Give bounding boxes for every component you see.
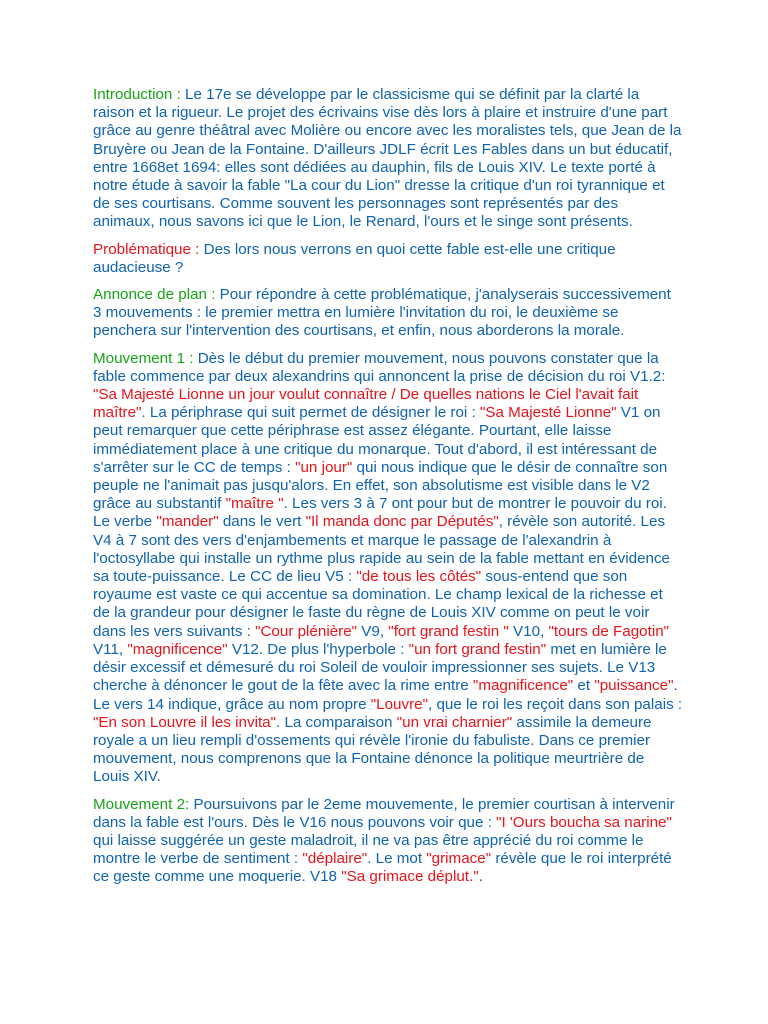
quotation: "Louvre" bbox=[370, 695, 428, 713]
body-text: V11, bbox=[93, 640, 128, 658]
body-text: dans le vert bbox=[218, 513, 306, 531]
body-text: . Les vers 3 à 7 ont pour but de montrer le pouvoir du roi. Le verbe bbox=[93, 495, 667, 531]
body-text: V1 on peut remarquer que cette périphrase est assez élégante. Pourtant, elle laisse immédiatement place à une critique du monarque. Tout d'abord, il est intéressant de s'arrêter sur le CC de temps : bbox=[93, 404, 661, 476]
body-text: met en lumière le désir excessif et démesuré du roi Soleil de vouloir impressionner ses sujets. Le V13 cherche à dénoncer le gout de la fête avec la rime entre bbox=[93, 640, 667, 695]
paragraph-introduction bbox=[93, 86, 683, 232]
paragraph-mouvement-2 bbox=[93, 796, 683, 887]
quotation: "grimace" bbox=[426, 850, 492, 868]
paragraph-annonce-de-plan bbox=[93, 286, 683, 341]
section-heading: Mouvement 1 : bbox=[93, 349, 194, 367]
document-page bbox=[93, 86, 683, 896]
paragraph-mouvement-1 bbox=[93, 350, 683, 787]
body-text: . Le vers 14 indique, grâce au nom propre bbox=[93, 677, 678, 713]
body-text: . bbox=[478, 868, 483, 886]
body-text: , révèle son autorité. Les V4 à 7 sont des vers d'enjambements et marque le passage de l'alexandrin à l'octosyllabe qui installe un rythme plus rapide au sein de la fable mettant en évidence sa toute-puissance. Le CC de lieu V5 : bbox=[93, 513, 670, 586]
section-heading: Mouvement 2: bbox=[93, 795, 190, 813]
body-text: assimile la demeure royale a un lieu rempli d'ossements qui révèle l'ironie du fabuliste. Dans ce premier mouvement, nous comprenons que la Fontaine dénonce la politique meurtrière de Louis XIV. bbox=[93, 713, 652, 786]
quotation: "Sa Majesté Lionne un jour voulut connaître / De quelles nations le Ciel l'avait fait maître" bbox=[93, 386, 639, 422]
body-text: qui nous indique que le désir de connaître son peuple ne l'animait pas jusqu'alors. En effet, son absolutisme est visible dans le V2 grâce au substantif bbox=[93, 458, 668, 513]
quotation: "Il manda donc par Députés" bbox=[305, 513, 499, 531]
quotation: "magnificence" bbox=[472, 677, 574, 695]
quotation: "un fort grand festin" bbox=[408, 640, 547, 658]
body-text: . La comparaison bbox=[276, 713, 397, 731]
body-text: Le 17e se développe par le classicisme qui se définit par la clarté la raison et la rigueur. Le projet des écrivains vise dès lors à plaire et instruire d'une part grâce au genre théâtral avec Molière ou encore avec les moralistes tels, que Jean de la Bruyère ou Jean de la Fontaine. D'ailleurs JDLF écrit Les Fables dans un but éducatif, entre 1668et 1694: elles sont dédiées au dauphin, fils de Louis XIV. Le texte porté à notre étude à savoir la fable "La cour du Lion" dresse la critique d'un roi tyrannique et de ses courtisans. Comme souvent les personnages sont représentés par des animaux, nous savons ici que le Lion, le Renard, l'ours et le singe sont présents. bbox=[93, 86, 682, 231]
body-text: Des lors nous verrons en quoi cette fable est-elle une critique audacieuse ? bbox=[93, 240, 616, 276]
quotation: "mander" bbox=[156, 513, 219, 531]
quotation: "magnificence" bbox=[127, 640, 228, 658]
quotation: "En son Louvre il les invita" bbox=[93, 713, 276, 731]
quotation: "un jour" bbox=[295, 458, 353, 476]
body-text: Poursuivons par le 2eme mouvemente, le premier courtisan à intervenir dans la fable est l'ours. Dès le V16 nous pouvons voir que : bbox=[93, 795, 675, 831]
paragraph-problematique bbox=[93, 241, 683, 277]
body-text: . La périphrase qui suit permet de désigner le roi : bbox=[141, 404, 480, 422]
quotation: "fort grand festin " bbox=[388, 622, 509, 640]
quotation: "Sa Majesté Lionne" bbox=[479, 404, 617, 422]
quotation: "déplaire" bbox=[302, 850, 368, 868]
body-text: révèle que le roi interprété ce geste comme une moquerie. V18 bbox=[93, 850, 672, 886]
section-heading: Introduction : bbox=[93, 86, 181, 103]
body-text: et bbox=[573, 677, 595, 695]
body-text: . Le mot bbox=[367, 850, 427, 868]
section-heading: Annonce de plan : bbox=[93, 286, 216, 304]
body-text: , que le roi les reçoit dans son palais : bbox=[428, 695, 683, 713]
quotation: "tours de Fagotin" bbox=[548, 622, 670, 640]
body-text: sous-entend que son royaume est vaste ce qui accentue sa domination. Le champ lexical de la richesse et de la grandeur pour désigner le faste du règne de Louis XIV comme on peut le voir dans les vers suivants : bbox=[93, 568, 663, 640]
quotation: "Sa grimace déplut." bbox=[341, 868, 479, 886]
body-text: qui laisse suggérée un geste maladroit, il ne va pas être apprécié du roi comme le montre le verbe de sentiment : bbox=[93, 831, 644, 868]
quotation: "puissance" bbox=[594, 677, 674, 695]
body-text: Dès le début du premier mouvement, nous pouvons constater que la fable commence par deux alexandrins qui annoncent la prise de décision du roi V1.2: bbox=[93, 349, 666, 385]
body-text: V9, bbox=[357, 622, 389, 640]
quotation: "un vrai charnier" bbox=[396, 713, 513, 731]
quotation: "maître " bbox=[225, 495, 284, 513]
quotation: "de tous les côtés" bbox=[356, 568, 482, 586]
quotation: "I 'Ours boucha sa narine" bbox=[496, 813, 672, 831]
body-text: V10, bbox=[508, 622, 549, 640]
quotation: "Cour plénière" bbox=[255, 622, 358, 640]
body-text: V12. De plus l'hyperbole : bbox=[227, 640, 409, 658]
body-text: Pour répondre à cette problématique, j'analyserais successivement 3 mouvements : le premier mettra en lumière l'invitation du roi, le deuxième se penchera sur l'intervention des courtisans, et enfin, nous aborderons la morale. bbox=[93, 286, 671, 340]
section-heading: Problématique : bbox=[93, 240, 200, 258]
